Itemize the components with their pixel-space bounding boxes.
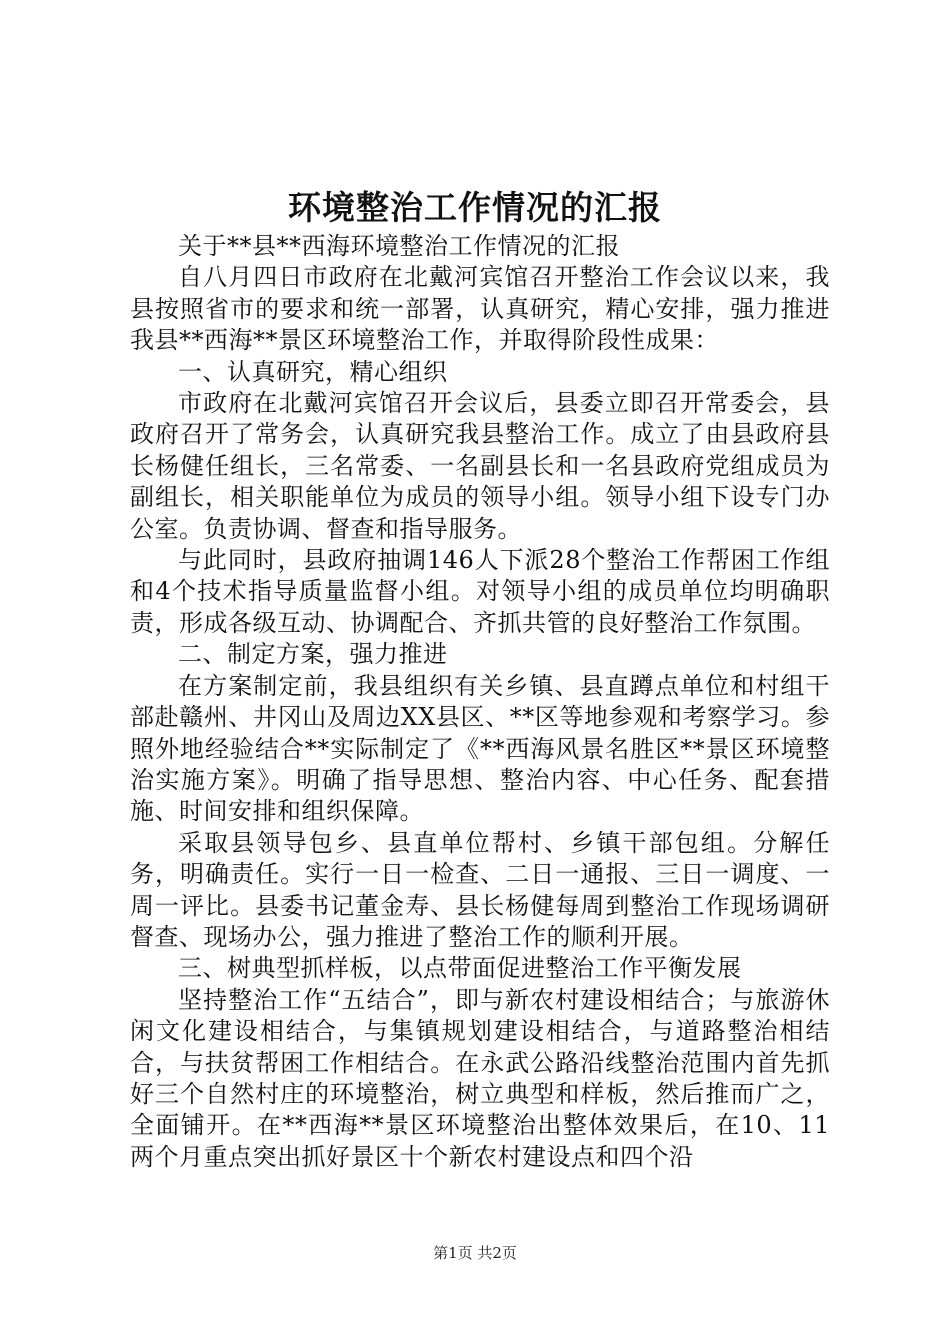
- section-heading-3: 三、树典型抓样板，以点带面促进整治工作平衡发展: [178, 954, 742, 983]
- paragraph: 坚持整治工作“五结合”，即与新农村建设相结合；与旅游休闲文化建设相结合，与集镇规划建设相结合，与道路整治相结合，与扶贫帮困工作相结合。在永武公路沿线整治范围内首先抓好三个自然村庄的环境整治，树立典型和样板，然后推而广之，全面铺开。在**西海**景区环境整治出整体效果后，在10、11两个月重点突出抓好景区十个新农村建设点和四个沿: [130, 985, 830, 1171]
- section-heading-2: 二、制定方案，强力推进: [178, 640, 448, 669]
- paragraph: 与此同时，县政府抽调146人下派28个整治工作帮困工作组和4个技术指导质量监督小组。对领导小组的成员单位均明确职责，形成各级互动、协调配合、齐抓共管的良好整治工作氛围。: [130, 546, 830, 637]
- page-footer: 第1页 共2页: [433, 1244, 517, 1262]
- paragraph-subtitle: 关于**县**西海环境整治工作情况的汇报: [178, 232, 620, 260]
- document-body: [130, 231, 830, 1173]
- section-heading-1: 一、认真研究，精心组织: [178, 357, 448, 386]
- document-title: 环境整治工作情况的汇报: [288, 188, 662, 227]
- paragraph-intro: 自八月四日市政府在北戴河宾馆召开整治工作会议以来，我县按照省市的要求和统一部署，认真研究，精心安排，强力推进我县**西海**景区环境整治工作，并取得阶段性成果：: [130, 263, 830, 355]
- paragraph: 市政府在北戴河宾馆召开会议后，县委立即召开常委会，县政府召开了常务会，认真研究我县整治工作。成立了由县政府县长杨健任组长，三名常委、一名副县长和一名县政府党组成员为副组长，相关职能单位为成员的领导小组。领导小组下设专门办公室。负责协调、督查和指导服务。: [130, 389, 830, 543]
- paragraph: 在方案制定前，我县组织有关乡镇、县直蹲点单位和村组干部赴赣州、井冈山及周边XX县区、**区等地参观和考察学习。参照外地经验结合**实际制定了《**西海风景名胜区**景区环境整治实施方案》。明确了指导思想、整治内容、中心任务、配套措施、时间安排和组织保障。: [130, 671, 830, 826]
- paragraph: 采取县领导包乡、县直单位帮村、乡镇干部包组。分解任务，明确责任。实行一日一检查、二日一通报、三日一调度、一周一评比。县委书记董金寿、县长杨健每周到整治工作现场调研督查、现场办公，强力推进了整治工作的顺利开展。: [130, 828, 830, 951]
